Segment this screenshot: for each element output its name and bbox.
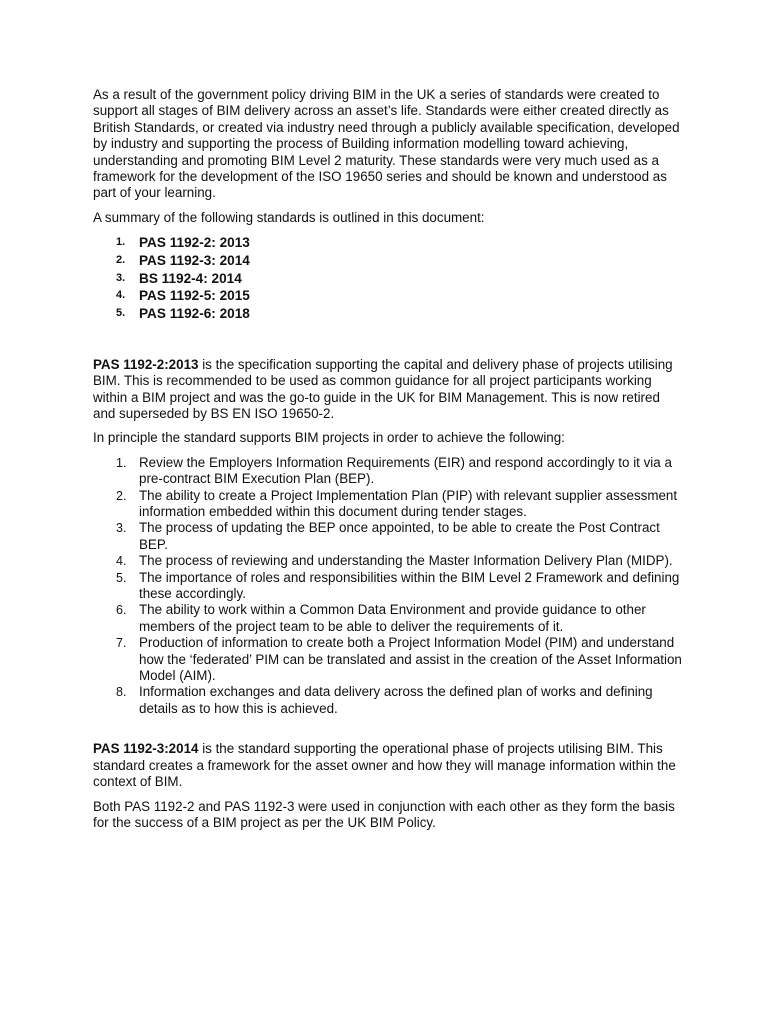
- pas-1192-2-heading: PAS 1192-2:2013: [93, 356, 199, 372]
- objective-item: 1. Review the Employers Information Requirements (EIR) and respond accordingly to it via a pre-contract BIM Execution Plan (BEP).: [116, 454, 672, 487]
- pas-1192-3-paragraph: [93, 741, 685, 790]
- objective-text: Review the Employers Information Requirements (EIR) and respond accordingly to it via a pre-contract BIM Execution Plan (BEP).: [139, 454, 672, 487]
- standard-label: PAS 1192-5: 2015: [139, 288, 250, 304]
- intro-paragraph: As a result of the government policy driving BIM in the UK a series of standards were created to support all stages of BIM delivery across an asset’s life. Standards were either created directly as British Standards, or created via industry need through a publicly available specification, developed by industry and supporting the process of Building information modelling toward achieving, understanding and promoting BIM Level 2 maturity. These standards were very much used as a framework for the development of the ISO 19650 series and should be known and understood as part of your learning.: [93, 87, 680, 201]
- standards-list-item: 1. PAS 1192-2: 2013: [116, 235, 250, 251]
- standards-list-item: 5. PAS 1192-6: 2018: [116, 306, 250, 322]
- pas-1192-3-text: is the standard supporting the operational phase of projects utilising BIM. This standard creates a framework for the asset owner and how they will manage information within the context of BIM.: [93, 741, 676, 790]
- pas-1192-2-paragraph: [93, 357, 685, 423]
- principle-intro: In principle the standard supports BIM projects in order to achieve the following:: [93, 430, 565, 446]
- objective-text: The process of reviewing and understanding the Master Information Delivery Plan (MIDP).: [139, 553, 673, 569]
- pas-1192-3-heading: PAS 1192-3:2014: [93, 741, 199, 757]
- summary-intro: A summary of the following standards is outlined in this document:: [93, 209, 485, 225]
- objective-text: The process of updating the BEP once appointed, to be able to create the Post Contract BEP.: [139, 520, 660, 552]
- objective-item: 7. Production of information to create both a Project Information Model (PIM) and understand how the ‘federated’ PIM can be translated and assist in the creation of the Asset Information Model (AIM).: [116, 635, 682, 684]
- closing-paragraph: Both PAS 1192-2 and PAS 1192-3 were used in conjunction with each other as they form the basis for the success of a BIM project as per the UK BIM Policy.: [93, 798, 675, 830]
- objective-item: 5. The importance of roles and responsibilities within the BIM Level 2 Framework and defining these accordingly.: [116, 569, 680, 602]
- objective-item: 6. The ability to work within a Common Data Environment and provide guidance to other members of the project team to be able to deliver the requirements of it.: [116, 602, 646, 634]
- document-page: [93, 87, 685, 831]
- objective-item: 2. The ability to create a Project Implementation Plan (PIP) with relevant supplier assessment information embedded within this document during tender stages.: [116, 487, 678, 520]
- standards-list-item: 2. PAS 1192-3: 2014: [116, 252, 250, 268]
- objective-text: The ability to create a Project Implementation Plan (PIP) with relevant supplier assessment information embedded within this document during tender stages.: [139, 487, 678, 520]
- standard-label: BS 1192-4: 2014: [139, 270, 242, 286]
- objectives-list: [93, 455, 685, 718]
- objective-item: 4. The process of reviewing and understanding the Master Information Delivery Plan (MIDP).: [116, 553, 673, 569]
- objective-text: Production of information to create both a Project Information Model (PIM) and understand how the ‘federated’ PIM can be translated and assist in the creation of the Asset Information Model (AIM).: [139, 635, 682, 684]
- standards-list-item: 4. PAS 1192-5: 2015: [116, 288, 250, 304]
- objective-text: The importance of roles and responsibilities within the BIM Level 2 Framework and defining these accordingly.: [139, 569, 680, 602]
- objective-item: 3. The process of updating the BEP once appointed, to be able to create the Post Contract BEP.: [116, 520, 660, 552]
- objective-item: 8. Information exchanges and data delivery across the defined plan of works and defining details as to how this is achieved.: [116, 684, 653, 716]
- pas-1192-2-text: is the specification supporting the capital and delivery phase of projects utilising BIM. This is recommended to be used as common guidance for all project participants working within a BIM project and was the go-to guide in the UK for BIM Management. This is now retired and superseded by BS EN ISO 19650-2.: [93, 356, 673, 421]
- standard-label: PAS 1192-3: 2014: [139, 252, 250, 268]
- standards-list: [93, 234, 685, 323]
- standard-label: PAS 1192-6: 2018: [139, 306, 250, 322]
- standard-label: PAS 1192-2: 2013: [139, 235, 250, 251]
- standards-list-item: 3. BS 1192-4: 2014: [116, 270, 242, 286]
- objective-text: Information exchanges and data delivery across the defined plan of works and defining details as to how this is achieved.: [139, 684, 653, 716]
- objective-text: The ability to work within a Common Data Environment and provide guidance to other members of the project team to be able to deliver the requirements of it.: [139, 602, 646, 634]
